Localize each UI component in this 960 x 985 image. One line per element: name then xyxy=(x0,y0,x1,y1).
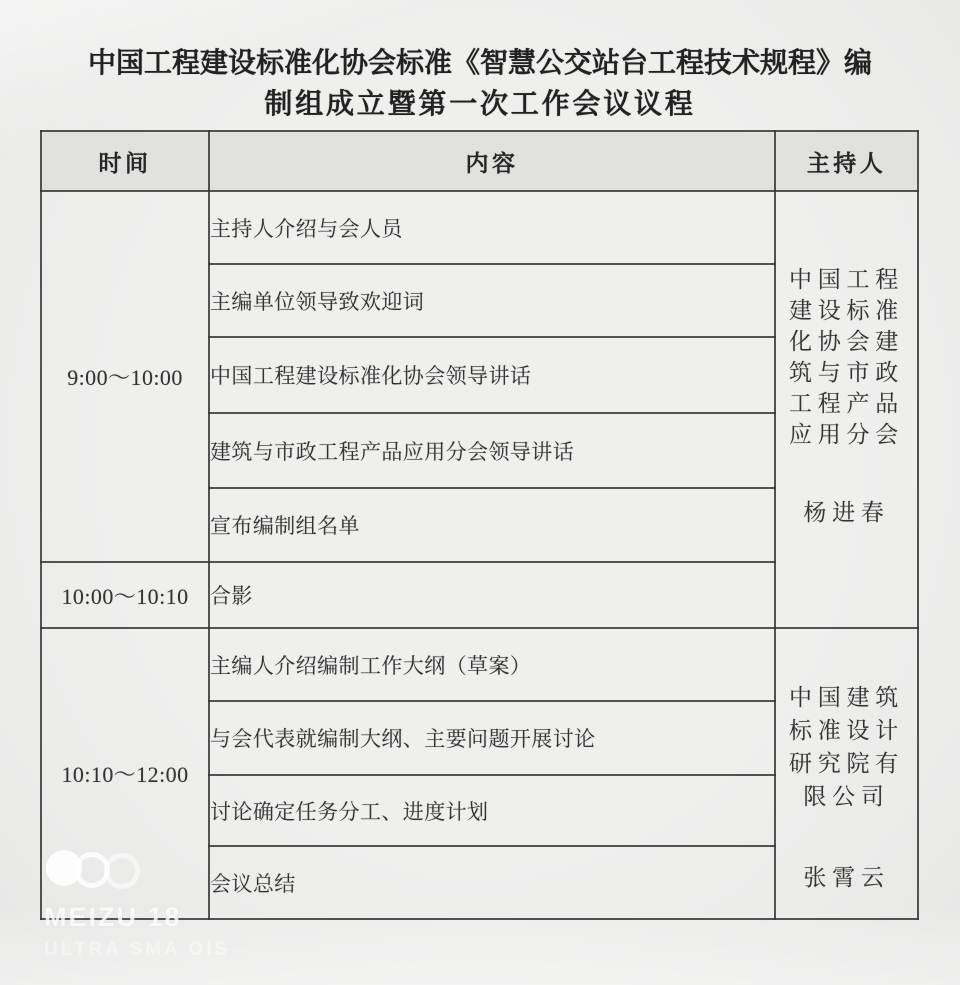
time-cell-morning: 9:00～10:00 xyxy=(41,191,209,562)
agenda-item: 宣布编制组名单 xyxy=(209,488,775,562)
agenda-item: 主编单位领导致欢迎词 xyxy=(209,264,775,337)
agenda-item: 会议总结 xyxy=(209,846,775,919)
time-cell-photo: 10:00～10:10 xyxy=(41,562,209,628)
table-row xyxy=(41,628,918,701)
host-cell-morning xyxy=(775,191,918,628)
host-name: 张霄云 xyxy=(803,865,890,890)
agenda-item: 建筑与市政工程产品应用分会领导讲话 xyxy=(209,413,775,488)
table-row xyxy=(41,191,918,264)
document-title-line1: 中国工程建设标准化协会标准《智慧公交站台工程技术规程》编 xyxy=(87,47,872,78)
agenda-item: 主编人介绍编制工作大纲（草案） xyxy=(209,628,775,701)
host-organization: 中国工程建设标准化协会建筑与市政工程产品应用分会 xyxy=(789,267,904,447)
agenda-item: 主持人介绍与会人员 xyxy=(209,191,775,264)
host-cell-late-morning xyxy=(775,628,918,919)
agenda-item: 讨论确定任务分工、进度计划 xyxy=(209,775,775,846)
header-host: 主持人 xyxy=(775,131,918,191)
agenda-item: 中国工程建设标准化协会领导讲话 xyxy=(209,337,775,413)
watermark-device-name: MEIZU 18 xyxy=(44,902,182,932)
header-time: 时间 xyxy=(41,131,209,191)
table-header-row xyxy=(41,131,918,191)
time-cell-late-morning: 10:10～12:00 xyxy=(41,628,209,919)
agenda-item: 与会代表就编制大纲、主要问题开展讨论 xyxy=(209,701,775,775)
agenda-table xyxy=(40,130,919,920)
document-title xyxy=(20,42,940,124)
document-title-line2: 制组成立暨第一次工作会议议程 xyxy=(264,88,696,119)
host-name: 杨进春 xyxy=(803,500,890,525)
watermark-camera-spec: ULTRA SMA OIS xyxy=(44,939,231,960)
header-content: 内容 xyxy=(209,131,775,191)
agenda-item: 合影 xyxy=(209,562,775,628)
host-organization: 中国建筑标准设计研究院有限公司 xyxy=(789,685,904,809)
